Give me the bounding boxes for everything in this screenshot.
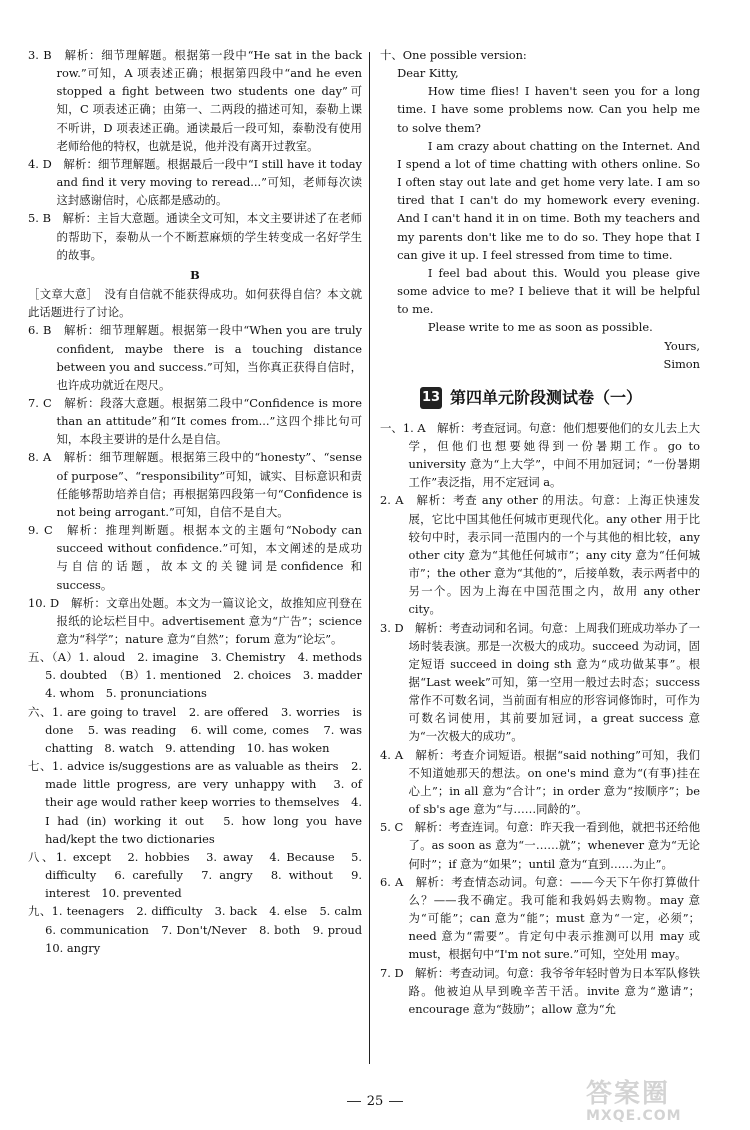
page-dash-left [347,1101,361,1102]
section-badge: 13 [420,387,442,409]
watermark-logo [586,1080,736,1126]
answer-item-5: 5. C 解析：考查连词。句意：昨天我一看到他，就把书还给他了。as soon as 意为“一……就”；whenever 意为“无论何时”；if 意为“如果”；until 意为“直到……为止”。 [380,820,700,871]
letter-signature: Simon [663,356,700,371]
answer-paragraph-9: 9. C 解析：推理判断题。根据本文的主题句“Nobody can succeed without confidence.”可知，本文阐述的是成功与自信的话题，故本文的关键词是confidence 和 success。 [28,523,362,592]
letter-salutation: Dear Kitty, [397,66,459,81]
column-divider [369,52,370,1064]
answer-item-7: 7. D 解析：考查动词。句意：我爷爷年轻时曾为日本军队修铁路。他被迫从早到晚辛苦干活。invite 意为“邀请”；encourage 意为“鼓励”；allow 意为“允 [380,965,700,1016]
page-number-text: 25 [366,1094,384,1109]
answer-paragraph-2: 4. D 解析：细节理解题。根据最后一段中“I still have it today and find it very moving to reread...”可知，老师每次读这封感谢信时，心底都是感动的。 [28,156,362,208]
answer-paragraph-8: 8. A 解析：细节理解题。根据第三段中的“honesty”、“sense of purpose”、“responsibility”可知，诚实、目标意识和责任能够帮助培养自信；再根据第四段第一句“Confidence is not being arrogant.”可知，自信不是自大。 [28,450,362,519]
letter-heading: 十、One possible version: [380,48,527,62]
answer-paragraph-3: 5. B 解析：主旨大意题。通读全文可知，本文主要讲述了在老师的帮助下，泰勒从一个不断惹麻烦的学生转变成一名好学生的故事。 [28,211,362,262]
letter-paragraph-1: How time flies! I haven't seen you for a long time. I have some problems now. Can you help me to solve them? [397,84,700,135]
letter-paragraph-4: Please write to me as soon as possible. [427,320,653,335]
answer-paragraph-1: 3. B 解析：细节理解题。根据第一段中“He sat in the back row.”可知，A 项表述正确；根据第四段中“and he even stopped a fight between two students one day”可知，C 项表述正确；由第一、二两段的描述可知，泰勒上课不听讲，D 项表述正确。通读最后一段可知，泰勒没有使用老师给他的特权，也就是说，他并没有离开过教室。 [28,48,362,153]
watermark-logo-text: 答案圈 [586,1079,671,1109]
answer-paragraph-13: 七、1. advice is/suggestions are as valuable as theirs 2. made little progress, are very unhappy with 3. of their age would rather keep worries to themselves 4. I had (in) working it out 5. how long you have had/kept the two dictionaries [28,759,362,846]
answer-paragraph-6: 6. B 解析：细节理解题。根据第一段中“When you are truly confident, maybe there is a touching distance between you and success.”可知，当你真正获得自信时，也许成功就近在咫尺。 [28,323,362,392]
answer-paragraph-5: ［文章大意］ 没有自信就不能获得成功。如何获得自信？本文就此话题进行了讨论。 [28,287,362,320]
answer-paragraph-4: B [190,267,200,282]
answer-item-4: 4. A 解析：考查介词短语。根据“said nothing”可知，我们不知道她那天的想法。on one's mind 意为“(有事)挂在心上”；in all 意为“合计”；in order 意为“按顺序”；be of sb's age 意为“与……同龄的”。 [380,747,700,817]
section-title-text: 第四单元阶段测试卷（一） [450,387,643,407]
answer-paragraph-10: 10. D 解析：文章出处题。本文为一篇议论文，故推知应刊登在报纸的论坛栏目中。advertisement 意为“广告”；science 意为“科学”；nature 意为“自然”；forum 意为“论坛”。 [28,595,362,646]
answer-paragraph-11: 五、（A）1. aloud 2. imagine 3. Chemistry 4. methods 5. doubted （B）1. mentioned 2. choices 3. madder 4. whom 5. pronunciations [28,650,374,701]
section-title [420,387,700,409]
left-column [28,46,374,957]
answer-paragraph-15: 九、1. teenagers 2. difficulty 3. back 4. else 5. calm 6. communication 7. Don't/Never 8. both 9. proud 10. angry [28,904,374,955]
letter-closing: Yours, [664,338,700,353]
letter-paragraph-2: I am crazy about chatting on the Internet. And I spend a lot of time chatting with others online. So I often stay out late and get home very late. I am so tired that I can't do my homework every evening. And I can't hand it in on time. Both my teachers and my parents don't like me to do so. They hope that I can give it up. I feel stressed from time to time. [397,138,700,262]
letter-body [380,82,700,336]
answer-paragraph-7: 7. C 解析：段落大意题。根据第二段中“Confidence is more than an attitude”和“It comes from...”这四个排比句可知，本段主要讲的是什么是自信。 [28,395,362,447]
answer-item-1: 一、1. A 解析：考查冠词。句意：他们想要他们的女儿去上大学，但他们也想要她得到一份暑期工作。go to university 意为“上大学”，中间不用加冠词；“一份暑期工作”表泛指，用不定冠词 a。 [380,420,700,490]
answer-item-6: 6. A 解析：考查情态动词。句意：——今天下午你打算做什么？——我不确定。我可能和我妈妈去购物。may 意为“可能”；can 意为“能”；must 意为“一定，必须”；need 意为“需要”。肯定句中表示推测可以用 may 或 must，根据句中“I'm not sure.”可知，空处用 may。 [380,874,700,962]
answer-item-3: 3. D 解析：考查动词和名词。句意：上周我们班成功举办了一场时装表演。那是一次极大的成功。succeed 为动词，固定短语 succeed in doing sth 意为“成功做某事”。根据“Last week”可知，第一空用一般过去时态；success 常作不可数名词，当前面有相应的形容词修饰时，可作为可数名词使用，其前要加冠词，a great success 意为“一次极大的成功”。 [380,620,700,744]
letter-paragraph-3: I feel bad about this. Would you please give some advice to me? I believe that it will be helpful to me. [397,265,700,317]
answer-list [380,419,700,1018]
answer-item-2: 2. A 解析：考查 any other 的用法。句意：上海正快速发展，它比中国其他任何城市更现代化。any other 用于比较句中时，表示同一范围内的一个与其他的相比较，any other city 意为“其他任何城市”；any city 意为“任何城市”；the other 意为“其他的”，后接单数，表示两者中的另一个。因为上海在中国范围之内，故用 any other city。 [380,493,700,617]
right-column [380,46,700,1018]
page-dash-right [389,1101,403,1102]
watermark-url: MXQE.COM [586,1108,682,1124]
answer-paragraph-14: 八、1. except 2. hobbies 3. away 4. Because 5. difficulty 6. carefully 7. angry 8. without 9. interest 10. prevented [28,849,362,901]
answer-paragraph-12: 六、1. are going to travel 2. are offered 3. worries is done 5. was reading 6. will come, comes 7. was chatting 8. watch 9. attending 10. has woken [28,704,362,755]
